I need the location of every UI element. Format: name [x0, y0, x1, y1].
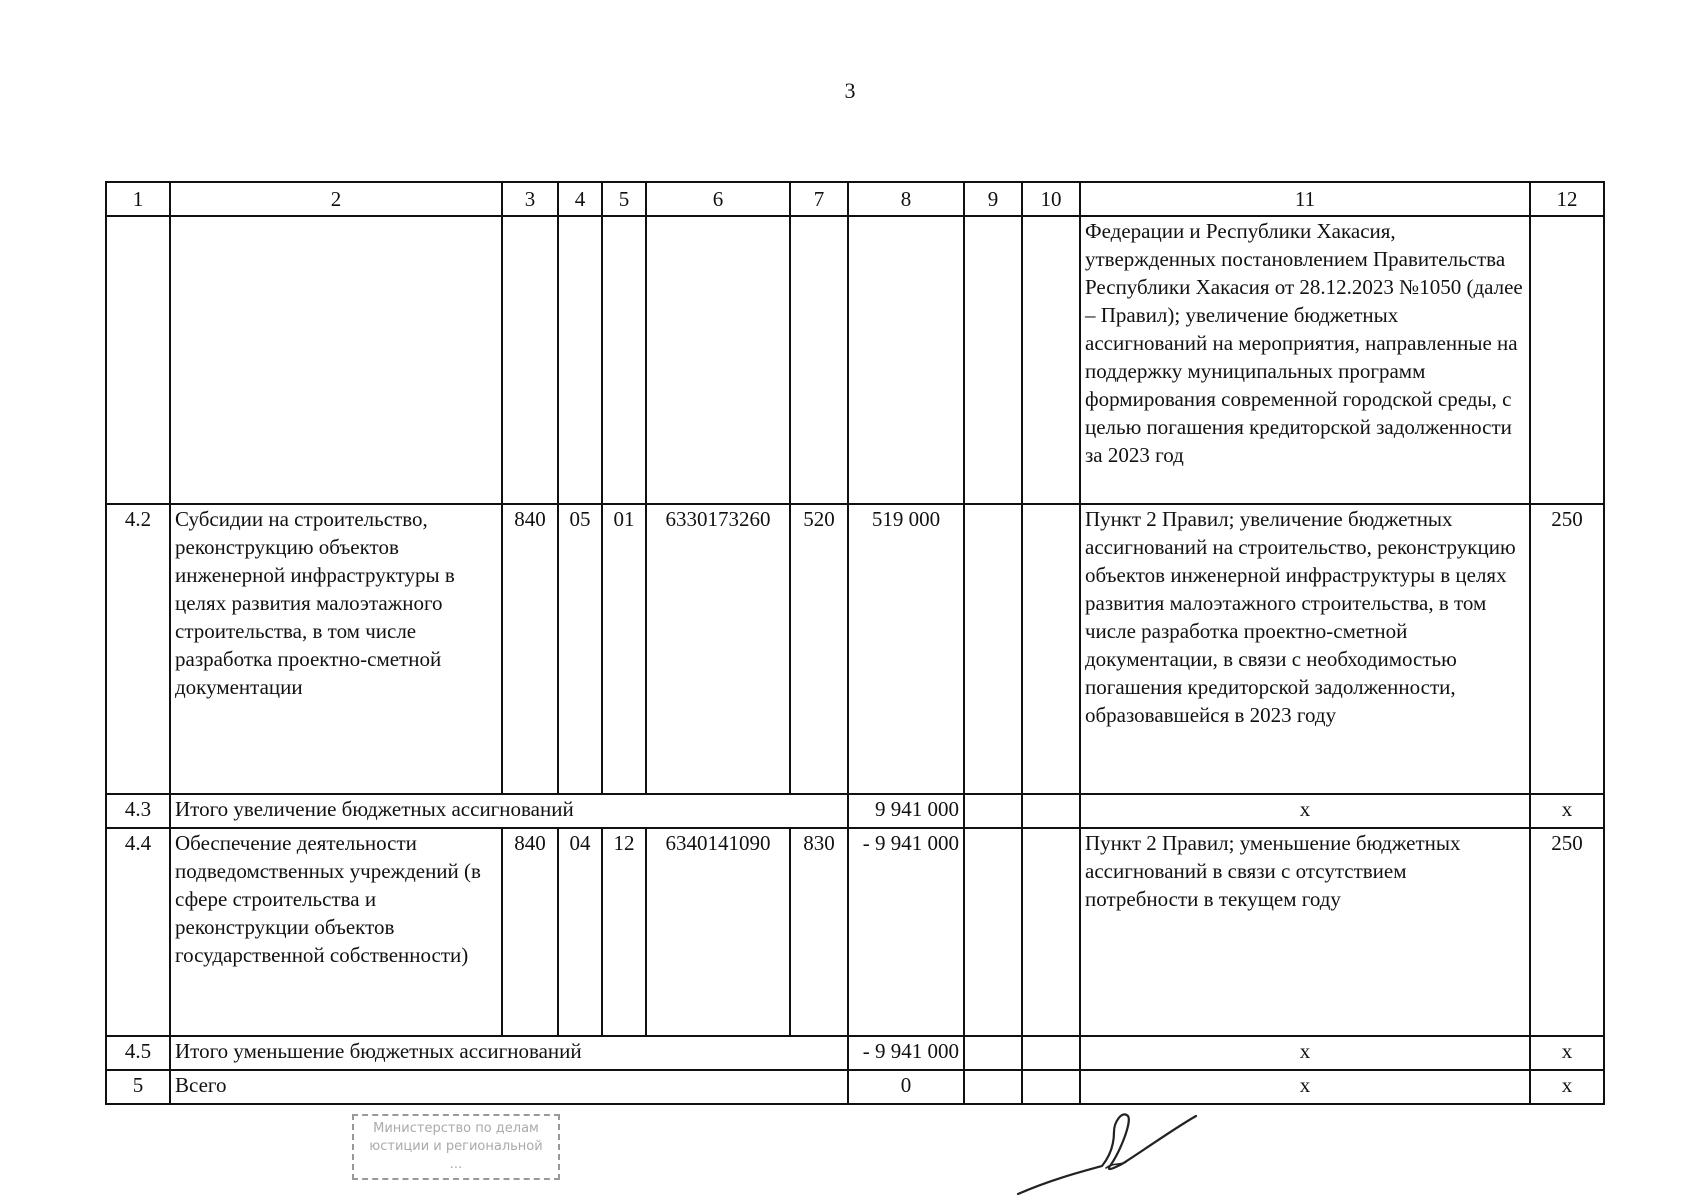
code-col-12: 250	[1530, 504, 1604, 794]
cell	[964, 828, 1022, 1036]
cell	[790, 216, 848, 504]
code-target: 6340141090	[646, 828, 790, 1036]
table-row-4-2	[106, 504, 1604, 794]
justification-cell: х	[1080, 1070, 1530, 1104]
header-cell: 3	[502, 182, 558, 216]
justification-cell: х	[1080, 794, 1530, 828]
cell	[502, 216, 558, 504]
stamp-line: Министерство по делам	[373, 1121, 539, 1136]
header-cell: 8	[848, 182, 964, 216]
code-col-12: 250	[1530, 828, 1604, 1036]
cell	[1022, 828, 1080, 1036]
amount: 0	[848, 1070, 964, 1104]
code-col-12: х	[1530, 794, 1604, 828]
header-cell: 11	[1080, 182, 1530, 216]
header-cell: 10	[1022, 182, 1080, 216]
budget-changes-table	[105, 181, 1605, 1105]
stamp-line: ...	[449, 1157, 463, 1172]
header-cell: 1	[106, 182, 170, 216]
total-label: Итого увеличение бюджетных ассигнований	[170, 794, 848, 828]
cell	[964, 794, 1022, 828]
code-col-12: х	[1530, 1036, 1604, 1070]
header-cell: 12	[1530, 182, 1604, 216]
page-number: 3	[844, 78, 856, 103]
justification-cell: Пункт 2 Правил; уменьшение бюджетных ассигнований в связи с отсутствием потребности в текущем году	[1080, 828, 1530, 1036]
code-ministry: 840	[502, 504, 558, 794]
cell	[1022, 1036, 1080, 1070]
header-cell: 6	[646, 182, 790, 216]
total-label: Всего	[170, 1070, 848, 1104]
cell	[602, 216, 646, 504]
amount: - 9 941 000	[848, 1036, 964, 1070]
code-subsection: 01	[602, 504, 646, 794]
cell	[964, 504, 1022, 794]
item-name: Обеспечение деятельности подведомственных учреждений (в сфере строительства и реконструкции объектов государственной собственности)	[170, 828, 502, 1036]
code-section: 05	[558, 504, 602, 794]
row-number: 4.3	[106, 794, 170, 828]
justification-cell: Федерации и Республики Хакасия, утвержденных постановлением Правительства Республики Хакасия от 28.12.2023 №1050 (далее – Правил); увеличение бюджетных ассигнований на мероприятия, направленные на поддержку муниципальных программ формирования современной городской среды, с целью погашения кредиторской задолженности за 2023 год	[1080, 216, 1530, 504]
code-subsection: 12	[602, 828, 646, 1036]
justification-cell: х	[1080, 1036, 1530, 1070]
table-row-4-3	[106, 794, 1604, 828]
table-row-continuation	[106, 216, 1604, 504]
row-number: 4.5	[106, 1036, 170, 1070]
justification-cell: Пункт 2 Правил; увеличение бюджетных ассигнований на строительство, реконструкцию объектов инженерной инфраструктуры в целях развития малоэтажного строительства, в том числе разработка проектно-сметной документации, в связи с необходимостью погашения кредиторской задолженности, образовавшейся в 2023 году	[1080, 504, 1530, 794]
row-number: 4.4	[106, 828, 170, 1036]
table-row-5	[106, 1070, 1604, 1104]
item-name: Субсидии на строительство, реконструкцию объектов инженерной инфраструктуры в целях развития малоэтажного строительства, в том числе разработка проектно-сметной документации	[170, 504, 502, 794]
cell	[106, 216, 170, 504]
code-expense-type: 830	[790, 828, 848, 1036]
table-row-4-4	[106, 828, 1604, 1036]
code-target: 6330173260	[646, 504, 790, 794]
cell	[848, 216, 964, 504]
cell	[964, 1036, 1022, 1070]
code-ministry: 840	[502, 828, 558, 1036]
registration-stamp	[352, 1114, 560, 1180]
header-cell: 2	[170, 182, 502, 216]
cell	[646, 216, 790, 504]
cell	[1022, 794, 1080, 828]
cell	[1530, 216, 1604, 504]
signature	[1010, 1096, 1200, 1200]
cell	[170, 216, 502, 504]
amount: 519 000	[848, 504, 964, 794]
amount: 9 941 000	[848, 794, 964, 828]
header-cell: 5	[602, 182, 646, 216]
header-cell: 7	[790, 182, 848, 216]
cell	[558, 216, 602, 504]
row-number: 5	[106, 1070, 170, 1104]
header-cell: 4	[558, 182, 602, 216]
table-row-4-5	[106, 1036, 1604, 1070]
code-expense-type: 520	[790, 504, 848, 794]
total-label: Итого уменьшение бюджетных ассигнований	[170, 1036, 848, 1070]
header-cell: 9	[964, 182, 1022, 216]
header-row	[106, 182, 1604, 216]
cell	[1022, 504, 1080, 794]
amount: - 9 941 000	[848, 828, 964, 1036]
code-section: 04	[558, 828, 602, 1036]
cell	[1022, 216, 1080, 504]
stamp-line: юстиции и региональной	[369, 1139, 543, 1154]
row-number: 4.2	[106, 504, 170, 794]
cell	[964, 216, 1022, 504]
code-col-12: х	[1530, 1070, 1604, 1104]
